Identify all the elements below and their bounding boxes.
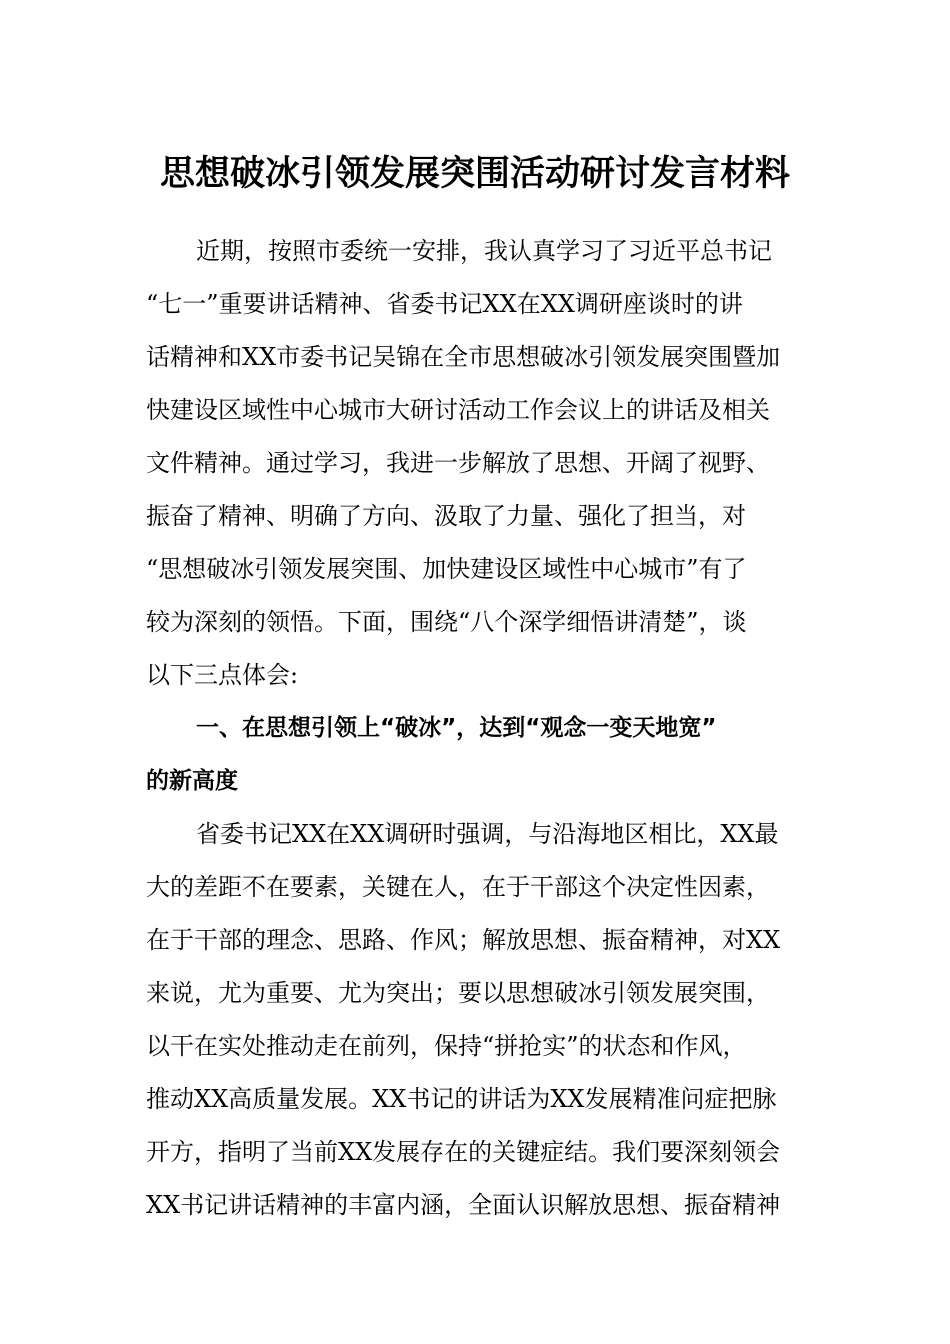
paragraph-line: 在于干部的理念、思路、作风；解放思想、振奋精神，对XX — [146, 926, 781, 954]
paragraph-line: XX书记讲话精神的丰富内涵，全面认识解放思想、振奋精神 — [146, 1191, 781, 1219]
paragraph-line: 较为深刻的领悟。下面，围绕“八个深学细悟讲清楚”，谈 — [146, 608, 747, 636]
paragraph-line: 近期，按照市委统一安排，我认真学习了习近平总书记 — [196, 237, 772, 265]
paragraph-line: 来说，尤为重要、尤为突出；要以思想破冰引领发展突围， — [146, 979, 770, 1007]
paragraph-line: 省委书记XX在XX调研时强调，与沿海地区相比，XX最 — [196, 820, 779, 848]
paragraph-line: 文件精神。通过学习，我进一步解放了思想、开阔了视野、 — [146, 449, 770, 477]
paragraph-line: 快建设区域性中心城市大研讨活动工作会议上的讲话及相关 — [146, 396, 770, 424]
paragraph-line: 推动XX高质量发展。XX书记的讲话为XX发展精准问症把脉 — [146, 1085, 777, 1113]
paragraph-line: 开方，指明了当前XX发展存在的关键症结。我们要深刻领会 — [146, 1138, 781, 1166]
section-heading: 的新高度 — [146, 768, 238, 794]
paragraph-line: 以干在实处推动走在前列，保持“拼抢实”的状态和作风， — [146, 1032, 747, 1060]
document-title: 思想破冰引领发展突围活动研讨发言材料 — [159, 153, 790, 194]
paragraph-line: “思想破冰引领发展突围、加快建设区域性中心城市”有了 — [146, 555, 747, 583]
paragraph-line: 大的差距不在要素，关键在人，在于干部这个决定性因素， — [146, 873, 770, 901]
section-heading: 一、在思想引领上“破冰”，达到“观念一变天地宽” — [196, 715, 717, 741]
paragraph-line: 振奋了精神、明确了方向、汲取了力量、强化了担当，对 — [146, 502, 746, 530]
paragraph-line: “七一”重要讲话精神、省委书记XX在XX调研座谈时的讲 — [146, 290, 743, 318]
paragraph-line: 以下三点体会: — [146, 661, 299, 689]
document-body — [146, 225, 800, 1232]
paragraph-line: 话精神和XX市委书记吴锦在全市思想破冰引领发展突围暨加 — [146, 343, 781, 371]
